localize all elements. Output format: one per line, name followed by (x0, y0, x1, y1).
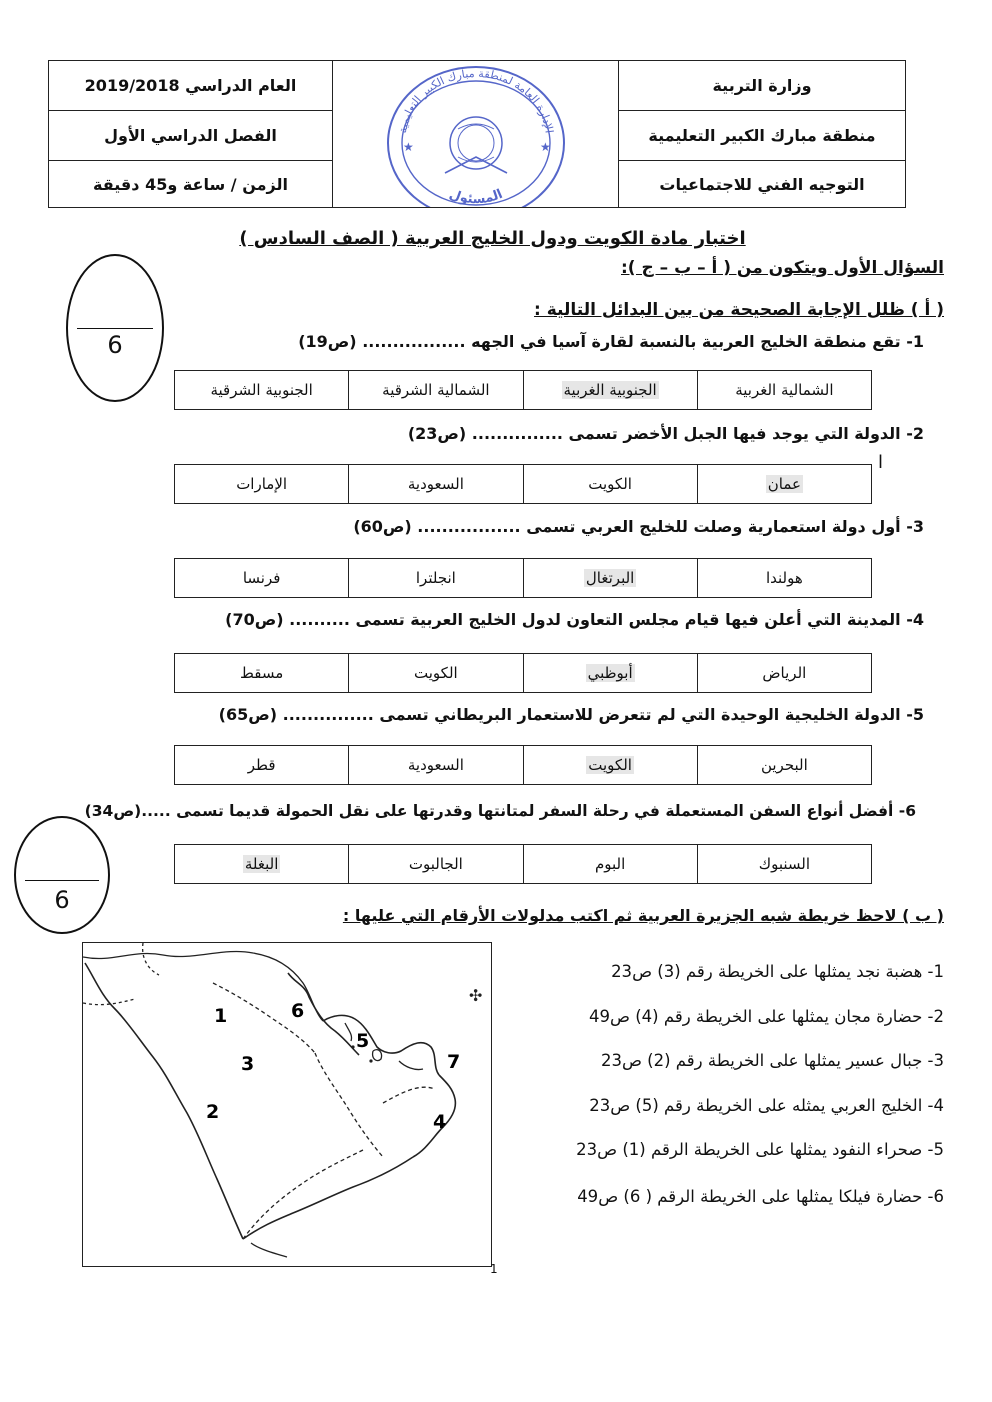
option-selected[interactable]: الكويت (523, 746, 697, 784)
option[interactable]: الجنوبية الشرقية (210, 381, 313, 399)
score-part-b: 6 (54, 886, 70, 914)
map-label-6: 6 (291, 1000, 305, 1022)
department: التوجيه الفني للاجتماعيات (659, 174, 865, 194)
part-b-heading: ( ب ) لاحظ خريطة شبه الجزيرة العربية ثم اكتب مدلولات الأرقام التي عليها : (342, 906, 944, 925)
part-a-heading: ( أ ) ظلل الإجابة الصحيحة من بين البدائل التالية : (534, 300, 944, 320)
answer-5: 5- صحراء النفود يمثلها على الخريطة الرقم (1) ص23 (576, 1140, 944, 1159)
answer-2: 2- حضارة مجان يمثلها على الخريطة رقم (4) ص49 (589, 1007, 944, 1026)
map-label-4: 4 (433, 1111, 447, 1133)
map-label-3: 3 (241, 1053, 255, 1075)
page-number: 1 (490, 1262, 498, 1276)
question-4: 4- المدينة التي أعلن فيها قيام مجلس التعاون لدول الخليج العربية تسمى .......... (ص70) (225, 610, 924, 629)
ministry: وزارة التربية (619, 61, 905, 111)
option[interactable]: فرنسا (242, 569, 281, 587)
svg-text:المسئول (447, 187, 505, 207)
header-table (48, 60, 906, 208)
answer-1: 1- هضبة نجد يمثلها على الخريطة رقم (3) ص23 (611, 962, 944, 981)
option[interactable]: البوم (523, 845, 697, 883)
option[interactable]: السعودية (348, 746, 522, 784)
option[interactable]: البحرين (697, 746, 871, 784)
question-3: 3- أول دولة استعمارية وصلت للخليج العربي تسمى ................. (ص60) (353, 517, 924, 536)
option[interactable]: انجلترا (348, 559, 522, 597)
option-selected[interactable]: البغلة (244, 855, 279, 873)
options-question-1 (174, 370, 872, 410)
score-circle-part-b (14, 816, 110, 934)
map-label-5: 5 (356, 1030, 370, 1052)
score-part-a: 6 (107, 331, 123, 359)
score-circle-part-a (66, 254, 164, 402)
school-year: العام الدراسي 2019/2018 (49, 61, 332, 111)
option[interactable]: الشمالية الغربية (697, 371, 871, 409)
compass-icon: ✣ (469, 986, 483, 1005)
map-drawing (83, 943, 490, 1265)
option[interactable]: هولندا (697, 559, 871, 597)
stamp-text: الإدارة العامة لمنطقة مبارك الكبير التعليمية (396, 66, 556, 135)
education-region: منطقة مبارك الكبير التعليمية (619, 111, 905, 161)
option-selected[interactable]: البرتغال (523, 559, 697, 597)
question-2: 2- الدولة التي يوجد فيها الجبل الأخضر تسمى ............... (ص23) (407, 424, 924, 443)
exam-title: اختبار مادة الكويت ودول الخليج العربية ( الصف السادس ) (239, 228, 746, 249)
options-question-6 (174, 844, 872, 884)
map-label-7: 7 (447, 1051, 461, 1073)
option[interactable]: الإمارات (236, 475, 288, 493)
map-label-1: 1 (214, 1005, 228, 1027)
option[interactable]: السنبوك (697, 845, 871, 883)
question-6: 6- أفضل أنواع السفن المستعملة في رحلة السفر لمتانتها وقدرتها على نقل الحمولة قديما تسمى .....(ص34) (84, 802, 916, 820)
option-selected[interactable]: الجنوبية الغربية (523, 371, 697, 409)
option-selected[interactable]: عمان (697, 465, 871, 503)
svg-text:★: ★ (540, 140, 551, 154)
options-question-2 (174, 464, 872, 504)
header-left-column (49, 61, 333, 207)
svg-text:★: ★ (403, 140, 414, 154)
stray-mark: ا (878, 452, 884, 473)
answer-4: 4- الخليج العربي يمثله على الخريطة رقم (5) ص23 (589, 1096, 944, 1115)
option[interactable]: الكويت (523, 465, 697, 503)
option[interactable]: مسقط (240, 664, 284, 682)
option[interactable]: السعودية (348, 465, 522, 503)
options-question-5 (174, 745, 872, 785)
option[interactable]: الجالبوت (348, 845, 522, 883)
option[interactable]: الكويت (348, 654, 522, 692)
answer-6: 6- حضارة فيلكا يمثلها على الخريطة الرقم ( 6) ص49 (577, 1187, 944, 1206)
option[interactable]: الشمالية الشرقية (348, 371, 522, 409)
term: الفصل الدراسي الأول (49, 111, 332, 161)
question-one-heading: السؤال الأول ويتكون من ( أ – ب – ج ): (621, 258, 944, 278)
arabian-peninsula-map (82, 942, 492, 1267)
header-stamp-column (333, 61, 619, 207)
options-question-3 (174, 558, 872, 598)
exam-time: الزمن / ساعة و45 دقيقة (93, 174, 288, 194)
options-question-4 (174, 653, 872, 693)
map-label-2: 2 (206, 1101, 220, 1123)
question-5: 5- الدولة الخليجية الوحيدة التي لم تتعرض للاستعمار البريطاني تسمى ............... (ص65) (218, 705, 924, 724)
stamp-bottom-text: المسئول (447, 186, 505, 207)
header-right-column (619, 61, 905, 207)
official-stamp (333, 61, 619, 207)
answer-3: 3- جبال عسير يمثلها على الخريطة رقم (2) ص23 (600, 1051, 944, 1070)
option-selected[interactable]: أبوظبي (523, 654, 697, 692)
option[interactable]: الرياض (697, 654, 871, 692)
question-1: 1- تقع منطقة الخليج العربية بالنسبة لقارة آسيا في الجهه ................. (ص19) (298, 332, 924, 351)
option[interactable]: قطر (247, 756, 276, 774)
